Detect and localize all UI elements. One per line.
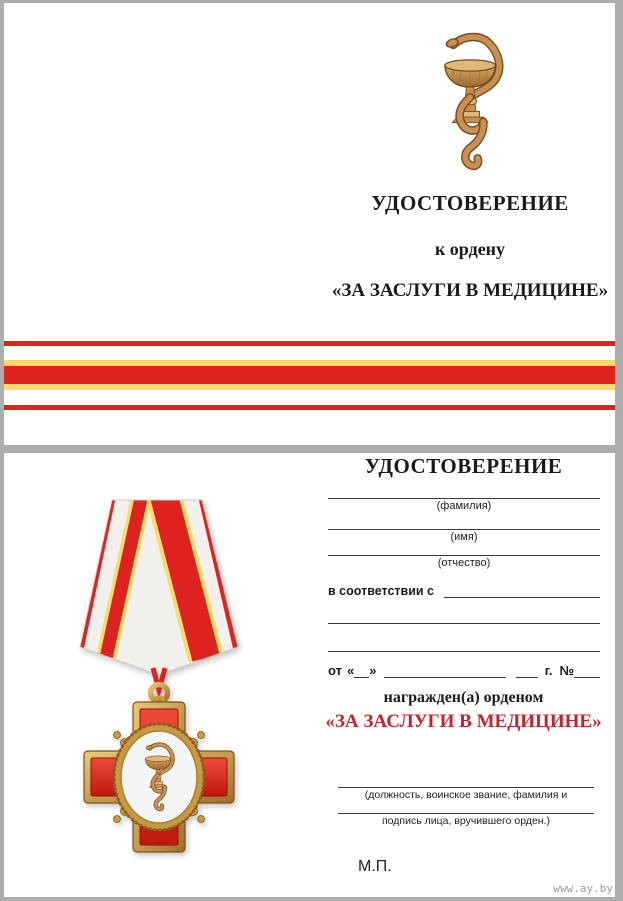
- bowl-of-hygieia-icon: [424, 28, 520, 178]
- certificate-inside-page: [4, 453, 615, 897]
- order-medal-image: [66, 498, 256, 868]
- accordance-label: в соответствии с: [328, 584, 435, 598]
- accordance-blank-line: [444, 583, 600, 598]
- patronymic-label: (отчество): [437, 557, 491, 569]
- date-row: [328, 663, 600, 678]
- close-quote: »: [369, 663, 377, 678]
- ribbon-stripe-white: [4, 346, 615, 360]
- firstname-blank-line: [328, 513, 600, 530]
- open-quote: «: [346, 663, 355, 678]
- blank-line: [328, 635, 600, 652]
- cover-order-name: «ЗА ЗАСЛУГИ В МЕДИЦИНЕ»: [331, 280, 609, 301]
- ribbon-stripe-red-wide: [4, 366, 615, 384]
- surname-label: (фамилия): [436, 500, 492, 512]
- firstname-label: (имя): [450, 531, 478, 543]
- signature-blank-line: [338, 771, 594, 788]
- date-from-label: от: [328, 663, 342, 678]
- medallion: [114, 724, 204, 830]
- signature-block: [338, 771, 594, 827]
- awarded-label: награжден(а) орденом: [383, 689, 544, 706]
- watermark: www.ay.by: [553, 882, 613, 895]
- day-blank-line: [354, 664, 369, 678]
- number-sign-label: №: [559, 663, 574, 678]
- signature-caption-bottom: подпись лица, вручившего орден.): [382, 815, 550, 827]
- certificate-cover-page: [4, 3, 615, 445]
- ribbon-stripe-red-thin: [4, 405, 615, 410]
- signature-blank-line: [338, 801, 594, 814]
- number-blank-line: [574, 664, 600, 678]
- year-suffix-label: г.: [544, 663, 553, 678]
- surname-field: [328, 482, 600, 512]
- patronymic-blank-line: [328, 539, 600, 556]
- patronymic-field: [328, 539, 600, 569]
- month-blank-line: [384, 664, 505, 678]
- accordance-row: [328, 583, 600, 598]
- signature-caption-top: (должность, воинское звание, фамилия и: [364, 789, 568, 801]
- ribbon-stripe-white: [4, 390, 615, 405]
- blank-line: [328, 607, 600, 624]
- inside-title: УДОСТОВЕРЕНИЕ: [364, 454, 563, 478]
- year-blank-line: [516, 664, 538, 678]
- surname-blank-line: [328, 482, 600, 499]
- inside-order-name: «ЗА ЗАСЛУГИ В МЕДИЦИНЕ»: [325, 711, 602, 732]
- stamp-place-label: М.П.: [358, 858, 392, 875]
- ribbon-band: [4, 341, 615, 410]
- cover-title: УДОСТОВЕРЕНИЕ: [371, 191, 569, 215]
- cover-subtitle: к ордену: [434, 239, 506, 259]
